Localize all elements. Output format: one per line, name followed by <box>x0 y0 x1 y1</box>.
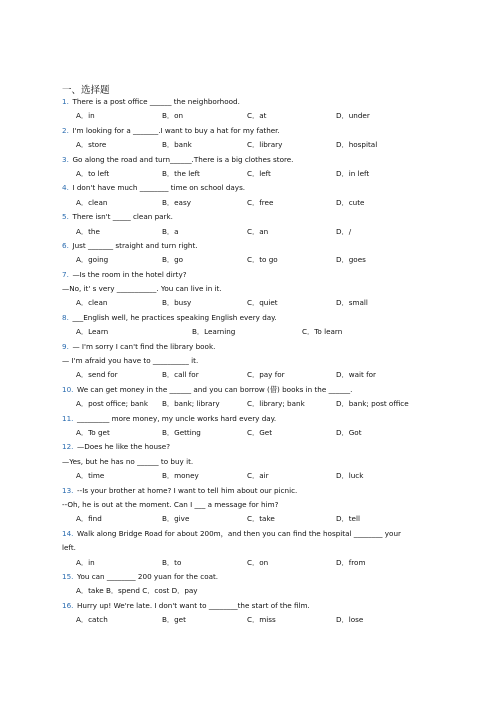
answer-option-b <box>162 109 183 123</box>
answer-option-c <box>247 167 271 181</box>
option-letter: B． <box>162 471 175 481</box>
question-number: 12. <box>62 442 74 452</box>
option-letter: D． <box>336 197 349 207</box>
answer-option-b <box>162 225 179 239</box>
option-letter: A． <box>76 226 89 236</box>
option-letter: C． <box>247 471 260 481</box>
options-row <box>62 469 434 483</box>
answer-option-d <box>336 556 365 570</box>
option-text: post office; bank <box>88 399 149 409</box>
answer-option-b <box>162 196 191 210</box>
option-letter: B． <box>162 226 175 236</box>
option-text: from <box>348 557 366 567</box>
option-text: clean <box>88 197 108 207</box>
option-letter: A． <box>76 298 89 308</box>
option-text: Got <box>348 427 362 437</box>
option-text: miss <box>259 615 276 625</box>
option-text: on <box>174 111 184 121</box>
answer-option-c <box>247 469 269 483</box>
option-text: cute <box>348 197 365 207</box>
question-stem <box>62 311 434 325</box>
option-text: busy <box>174 298 192 308</box>
answer-option-c <box>247 397 305 411</box>
answer-option-a <box>76 512 102 526</box>
question-text: There is a post office ______ the neighborhood. <box>68 97 240 106</box>
answer-option-b <box>162 138 192 152</box>
answer-option-d <box>336 167 369 181</box>
option-text: / <box>348 226 352 236</box>
option-text: tell <box>348 514 360 524</box>
option-text: to left <box>88 168 110 178</box>
question-stem <box>62 383 434 397</box>
question-stem <box>62 268 434 282</box>
question-number: 4. <box>62 183 69 193</box>
option-letter: B． <box>162 168 175 178</box>
answer-option-a <box>76 253 108 267</box>
question-stem <box>62 124 434 138</box>
question-text: _________ more money, my uncle works hard every day. <box>73 413 277 423</box>
question-text: ___English well, he practices speaking English every day. <box>68 312 277 322</box>
options-row <box>62 167 434 181</box>
options-row <box>62 584 434 598</box>
option-letter: D． <box>336 111 349 121</box>
options-row <box>62 109 434 123</box>
option-letter: A． <box>76 399 89 409</box>
question-stem <box>62 412 434 426</box>
option-letter: C． <box>247 399 260 409</box>
answer-option-a <box>76 368 118 382</box>
option-letter: C． <box>247 226 260 236</box>
option-letter: D． <box>336 140 349 150</box>
option-text: bank <box>174 140 192 150</box>
answer-option-c <box>247 368 285 382</box>
option-letter: D． <box>336 615 349 625</box>
question-stem <box>62 527 434 541</box>
option-letter: D． <box>336 168 349 178</box>
answer-option-d <box>336 253 366 267</box>
option-letter: A． <box>76 140 89 150</box>
question-number: 5. <box>62 212 69 222</box>
answer-option-a <box>76 556 95 570</box>
option-letter: D． <box>336 370 349 380</box>
options-row <box>62 512 434 526</box>
option-text: easy <box>174 197 191 207</box>
option-letter: B． <box>162 399 175 409</box>
option-text: left <box>259 168 271 178</box>
option-text: catch <box>88 615 108 625</box>
question-text: —Does he like the house? <box>73 442 171 452</box>
question-stem <box>62 570 434 584</box>
answer-option-d <box>336 225 351 239</box>
question-dialogue-line: --Oh, he is out at the moment. Can I ___ a message for him? <box>62 499 279 509</box>
option-letter: B． <box>162 298 175 308</box>
option-text: wait for <box>348 370 376 380</box>
option-text: bank; post office <box>348 399 409 409</box>
option-text: call for <box>174 370 199 380</box>
question-number: 8. <box>62 312 69 322</box>
answer-option-c <box>247 296 278 310</box>
question-stem <box>62 239 434 253</box>
option-text: lose <box>348 615 364 625</box>
answer-option-c <box>247 613 276 627</box>
question-text-continued: left. <box>62 543 76 553</box>
answer-option-c <box>247 426 272 440</box>
option-letter: B． <box>162 197 175 207</box>
question-number: 1. <box>62 97 69 106</box>
option-letter: A． <box>76 557 89 567</box>
option-letter: A． <box>76 327 89 337</box>
option-text: To learn <box>314 327 343 337</box>
answer-option-c <box>247 225 268 239</box>
answer-option-c <box>247 109 266 123</box>
option-letter: C． <box>247 615 260 625</box>
option-letter: A． <box>76 615 89 625</box>
answer-option-d <box>336 196 364 210</box>
option-letter: B． <box>162 111 175 121</box>
answer-option-b <box>162 613 186 627</box>
option-text: library <box>259 140 283 150</box>
option-text: Get <box>259 427 273 437</box>
answer-option-c <box>302 325 342 339</box>
answer-option-a <box>76 613 108 627</box>
question-stem <box>62 95 434 109</box>
answer-option-c <box>247 138 282 152</box>
option-letter: D． <box>336 298 349 308</box>
option-text: find <box>88 514 102 524</box>
option-letter: D． <box>336 557 349 567</box>
option-text: to <box>174 557 182 567</box>
option-text: bank; library <box>174 399 220 409</box>
option-text: an <box>259 226 269 236</box>
option-letter: C． <box>247 197 260 207</box>
answer-option-b <box>162 469 199 483</box>
question-dialogue-line: —No, it' s very ___________. You can live in it. <box>62 284 222 294</box>
options-row <box>62 613 434 627</box>
option-letter: D． <box>336 471 349 481</box>
question-stem <box>62 210 434 224</box>
answer-option-a <box>76 426 110 440</box>
option-text: time <box>88 471 105 481</box>
option-letter: C． <box>247 514 260 524</box>
answer-option-a <box>76 138 106 152</box>
option-text: to go <box>259 255 278 265</box>
question-text: I'm looking for a _______.I want to buy a hat for my father. <box>68 125 280 135</box>
option-letter: B． <box>162 370 175 380</box>
answer-option-a <box>76 469 104 483</box>
question-text: --Is your brother at home? I want to tell him about our picnic. <box>73 485 298 495</box>
options-row <box>62 196 434 210</box>
answer-option-d <box>336 138 377 152</box>
option-letter: A． <box>76 255 89 265</box>
option-text: in <box>88 111 95 121</box>
answer-option-c <box>247 556 268 570</box>
option-text: the <box>88 226 100 236</box>
answer-option-d <box>336 426 362 440</box>
question-text: We can get money in the ______ and you can borrow (借) books in the ______. <box>73 384 353 394</box>
options-row <box>62 225 434 239</box>
option-text: money <box>174 471 199 481</box>
answer-option-b <box>162 512 189 526</box>
answer-option-b <box>162 556 181 570</box>
question-number: 13. <box>62 485 74 495</box>
question-text: Just _______ straight and turn right. <box>68 240 198 250</box>
question-stem <box>62 340 434 354</box>
option-letter: B． <box>162 140 175 150</box>
option-text: in <box>88 557 95 567</box>
option-text: Learn <box>88 327 109 337</box>
option-text: a <box>174 226 179 236</box>
option-letter: C． <box>247 255 260 265</box>
option-text: in left <box>348 168 370 178</box>
answer-option-b <box>162 397 220 411</box>
option-letter: D． <box>336 226 349 236</box>
option-text: under <box>348 111 370 121</box>
question-text: — I'm sorry I can't find the library book. <box>68 341 216 351</box>
answer-option-a <box>76 397 148 411</box>
options-row <box>62 556 434 570</box>
answer-option-b <box>162 167 200 181</box>
question-number: 6. <box>62 240 69 250</box>
question-number: 7. <box>62 269 69 279</box>
option-letter: C． <box>302 327 315 337</box>
option-letter: A． <box>76 427 89 437</box>
question-dialogue-line: — I'm afraid you have to __________ it. <box>62 356 199 366</box>
question-text: You can ________ 200 yuan for the coat. <box>73 571 219 581</box>
answer-option-d <box>336 613 363 627</box>
answer-option-d <box>336 296 368 310</box>
answer-option-d <box>336 368 376 382</box>
question-text: —Is the room in the hotel dirty? <box>68 269 187 279</box>
answer-option-d <box>336 512 360 526</box>
option-text: send for <box>88 370 118 380</box>
options-row <box>62 296 434 310</box>
answer-option-c <box>247 196 273 210</box>
option-letter: A． <box>76 514 89 524</box>
option-letter: C． <box>247 168 260 178</box>
option-text: air <box>259 471 269 481</box>
question-stem <box>62 599 434 613</box>
option-letter: C． <box>247 557 260 567</box>
answer-option-d <box>336 469 363 483</box>
option-letter: B． <box>162 557 175 567</box>
option-letter: C． <box>247 111 260 121</box>
option-letter: D． <box>336 427 349 437</box>
question-text: Walk along Bridge Road for about 200m，and then you can find the hospital ________ your <box>73 528 401 538</box>
option-letter: C． <box>247 427 260 437</box>
answer-option-d <box>336 397 409 411</box>
answer-option-a <box>76 325 108 339</box>
option-text: the left <box>174 168 200 178</box>
option-letter: B． <box>162 427 175 437</box>
option-text: going <box>88 255 109 265</box>
option-text: To get <box>88 427 110 437</box>
option-letter: A． <box>76 370 89 380</box>
options-row <box>62 397 434 411</box>
option-text: small <box>348 298 368 308</box>
question-text: There isn't _____ clean park. <box>68 212 173 222</box>
option-text: free <box>259 197 274 207</box>
answer-option-b <box>162 426 201 440</box>
question-text: Go along the road and turn______.There is a big clothes store. <box>68 154 294 164</box>
option-text: Learning <box>204 327 236 337</box>
answer-option-b <box>162 368 199 382</box>
answer-option-b <box>162 296 191 310</box>
answer-option-a <box>76 109 95 123</box>
option-letter: B． <box>162 514 175 524</box>
option-text: clean <box>88 298 108 308</box>
options-row <box>62 253 434 267</box>
option-letter: A． <box>76 197 89 207</box>
option-letter: B． <box>162 615 175 625</box>
option-text: pay for <box>259 370 285 380</box>
question-text: I don't have much ________ time on school days. <box>68 183 246 193</box>
answer-option-c <box>247 512 275 526</box>
option-letter: B． <box>192 327 205 337</box>
answer-option-b <box>192 325 235 339</box>
option-text: store <box>88 140 107 150</box>
option-text: quiet <box>259 298 278 308</box>
question-stem <box>62 440 434 454</box>
option-letter: A． <box>76 471 89 481</box>
options-row <box>62 138 434 152</box>
option-letter: A． <box>76 111 89 121</box>
options-inline: A．take B．spend C．cost D．pay <box>76 586 198 596</box>
answer-option-a <box>76 167 109 181</box>
options-row <box>62 325 434 339</box>
question-number: 2. <box>62 125 69 135</box>
question-number: 11. <box>62 413 74 423</box>
question-number: 15. <box>62 571 74 581</box>
options-row <box>62 426 434 440</box>
option-text: goes <box>348 255 366 265</box>
question-dialogue-line: —Yes, but he has no ______ to buy it. <box>62 456 194 466</box>
option-text: take <box>259 514 275 524</box>
option-text: give <box>174 514 190 524</box>
option-text: luck <box>348 471 364 481</box>
question-number: 9. <box>62 341 69 351</box>
option-letter: D． <box>336 255 349 265</box>
option-letter: C． <box>247 370 260 380</box>
option-text: get <box>174 615 186 625</box>
option-text: go <box>174 255 184 265</box>
option-letter: D． <box>336 514 349 524</box>
answer-option-b <box>162 253 183 267</box>
question-number: 14. <box>62 528 74 538</box>
option-text: at <box>259 111 267 121</box>
answer-option-d <box>336 109 370 123</box>
option-text: hospital <box>348 140 378 150</box>
question-stem <box>62 153 434 167</box>
question-stem <box>62 484 434 498</box>
question-number: 10. <box>62 384 74 394</box>
question-stem <box>62 181 434 195</box>
question-number: 3. <box>62 154 69 164</box>
option-letter: A． <box>76 168 89 178</box>
answer-option-a <box>76 225 100 239</box>
option-letter: C． <box>247 298 260 308</box>
question-list <box>62 95 434 627</box>
answer-option-c <box>247 253 278 267</box>
answer-option-a <box>76 296 107 310</box>
question-number: 16. <box>62 600 74 610</box>
options-row <box>62 368 434 382</box>
option-text: on <box>259 557 269 567</box>
option-letter: D． <box>336 399 349 409</box>
option-text: Getting <box>174 427 201 437</box>
option-text: library; bank <box>259 399 305 409</box>
answer-option-a <box>76 196 107 210</box>
option-letter: B． <box>162 255 175 265</box>
section-title: 一、选择题 <box>62 85 110 96</box>
option-letter: C． <box>247 140 260 150</box>
question-text: Hurry up! We're late. I don't want to ________the start of the film. <box>73 600 310 610</box>
